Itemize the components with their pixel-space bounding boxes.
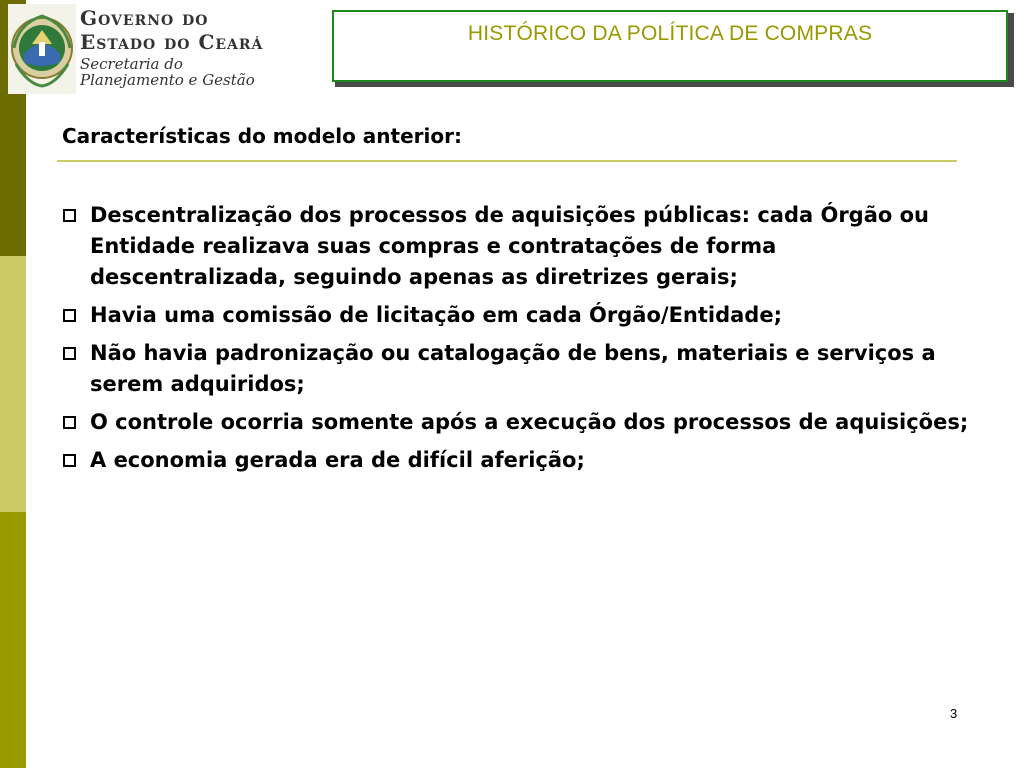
- org-line-3: Secretaria do Planejamento e Gestão: [80, 55, 255, 89]
- bullet-item: [62, 338, 972, 400]
- bullet-text: Descentralização dos processos de aquisições públicas: cada Órgão ou Entidade realizava suas compras e contratações de forma descentralizada, seguindo apenas as diretrizes gerais;: [90, 203, 930, 289]
- title-box: [332, 10, 1008, 82]
- slide-title: HISTÓRICO DA POLÍTICA DE COMPRAS: [467, 22, 873, 45]
- bullet-text: Não havia padronização ou catalogação de bens, materiais e serviços a serem adquiridos;: [90, 341, 936, 396]
- org-line-2: Estado do Ceará: [80, 30, 264, 54]
- section-subtitle: Características do modelo anterior:: [62, 124, 462, 148]
- bullet-text: O controle ocorria somente após a execução dos processos de aquisições;: [90, 410, 969, 434]
- hollow-square-icon: [63, 416, 76, 429]
- hollow-square-icon: [63, 347, 76, 360]
- bullet-text: A economia gerada era de difícil aferição;: [90, 448, 585, 472]
- bullet-item: [62, 200, 972, 293]
- left-bar-light: [0, 256, 26, 512]
- hollow-square-icon: [63, 309, 76, 322]
- hollow-square-icon: [63, 209, 76, 222]
- bullet-list: [62, 200, 972, 483]
- hollow-square-icon: [63, 454, 76, 467]
- bullet-item: [62, 300, 972, 331]
- page-number: 3: [950, 706, 958, 721]
- organization-name: [80, 6, 290, 88]
- left-bar-mid: [0, 512, 26, 768]
- bullet-item: [62, 407, 972, 438]
- coat-of-arms-logo: [8, 4, 76, 94]
- bullet-item: [62, 445, 972, 476]
- subtitle-divider: [57, 160, 957, 162]
- coat-of-arms-icon: [8, 4, 76, 94]
- bullet-text: Havia uma comissão de licitação em cada Órgão/Entidade;: [90, 303, 782, 327]
- org-line-1: Governo do: [80, 6, 209, 30]
